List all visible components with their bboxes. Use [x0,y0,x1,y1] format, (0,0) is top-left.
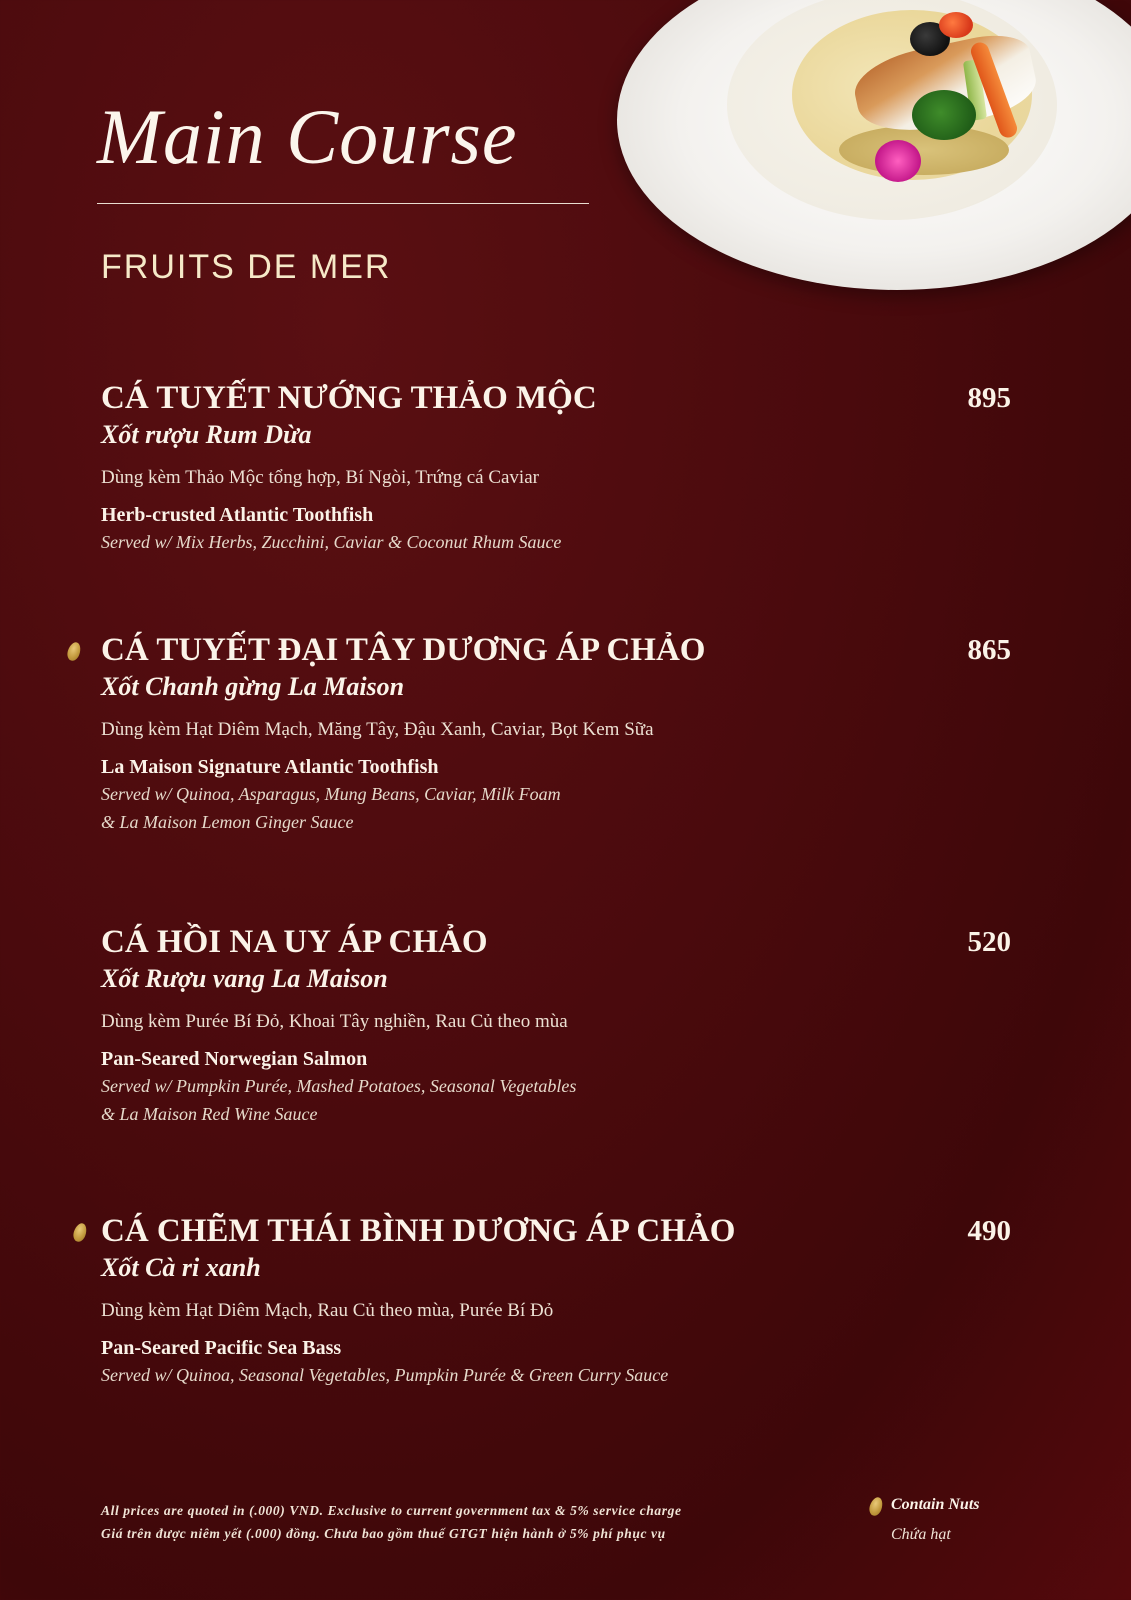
title-divider [97,203,589,204]
item-description-vn: Dùng kèm Purée Bí Đỏ, Khoai Tây nghiền, Rau Củ theo mùa [101,1011,568,1032]
page-title: Main Course [97,93,518,180]
legend-label-en: Contain Nuts [891,1496,980,1513]
item-price: 895 [967,382,1011,414]
item-name-vn: CÁ CHẼM THÁI BÌNH DƯƠNG ÁP CHẢO [101,1213,736,1249]
item-description-en: & La Maison Lemon Ginger Sauce [101,812,354,832]
price-note-vn: Giá trên được niêm yết (.000) đồng. Chưa bao gồm thuế GTGT hiện hành ở 5% phí phục vụ [101,1526,666,1541]
item-name-en: La Maison Signature Atlantic Toothfish [101,756,439,778]
item-description-en: & La Maison Red Wine Sauce [101,1104,318,1124]
item-name-vn: CÁ TUYẾT NƯỚNG THẢO MỘC [101,380,597,416]
item-price: 490 [967,1215,1011,1247]
item-sauce-vn: Xốt Chanh gừng La Maison [101,672,405,701]
item-name-en: Pan-Seared Pacific Sea Bass [101,1337,342,1359]
item-description-vn: Dùng kèm Hạt Diêm Mạch, Rau Củ theo mùa, Purée Bí Đỏ [101,1300,554,1321]
nut-icon [71,1222,88,1244]
item-sauce-vn: Xốt Cà ri xanh [101,1253,261,1282]
item-description-en: Served w/ Quinoa, Seasonal Vegetables, Pumpkin Purée & Green Curry Sauce [101,1365,669,1385]
item-description-vn: Dùng kèm Thảo Mộc tổng hợp, Bí Ngòi, Trứng cá Caviar [101,467,539,488]
item-price: 865 [967,634,1011,666]
dish-photo [617,0,1131,290]
legend-label-vn: Chứa hạt [891,1526,951,1543]
menu-item [101,630,1011,836]
item-name-vn: CÁ TUYẾT ĐẠI TÂY DƯƠNG ÁP CHẢO [101,632,706,668]
nut-icon [867,1496,884,1518]
section-heading: FRUITS DE MER [101,248,392,286]
item-price: 520 [967,926,1011,958]
item-name-en: Pan-Seared Norwegian Salmon [101,1048,368,1070]
item-sauce-vn: Xốt rượu Rum Dừa [101,420,312,449]
menu-item [101,1211,1011,1389]
item-description-vn: Dùng kèm Hạt Diêm Mạch, Măng Tây, Đậu Xanh, Caviar, Bọt Kem Sữa [101,719,654,740]
item-description-en: Served w/ Mix Herbs, Zucchini, Caviar & Coconut Rhum Sauce [101,532,562,552]
price-note-en: All prices are quoted in (.000) VND. Exclusive to current government tax & 5% service charge [101,1503,682,1518]
nut-icon [65,641,82,663]
item-description-en: Served w/ Pumpkin Purée, Mashed Potatoes, Seasonal Vegetables [101,1076,577,1096]
item-name-vn: CÁ HỒI NA UY ÁP CHẢO [101,924,488,960]
menu-item [101,922,1011,1128]
item-description-en: Served w/ Quinoa, Asparagus, Mung Beans, Caviar, Milk Foam [101,784,561,804]
item-name-en: Herb-crusted Atlantic Toothfish [101,504,374,526]
item-sauce-vn: Xốt Rượu vang La Maison [101,964,388,993]
menu-item [101,378,1011,556]
price-note [101,1499,821,1545]
